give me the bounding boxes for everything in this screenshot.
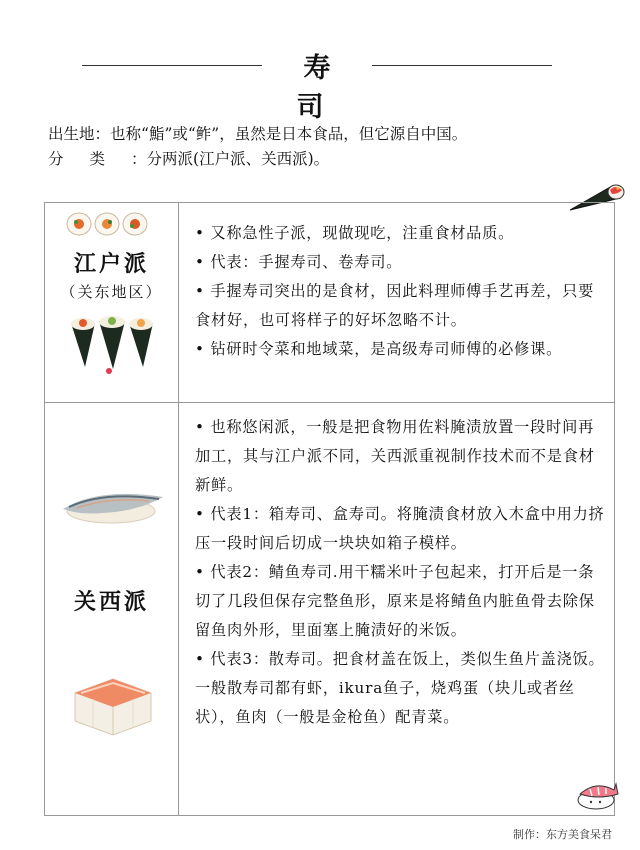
kansai-bullet-4: • 代表3：散寿司。把食材盖在饭上，类似生鱼片盖浇饭。一般散寿司都有虾，ikura鱼子，烧鸡蛋（块儿或者丝状），鱼肉（一般是金枪鱼）配青菜。 [195, 650, 605, 726]
maki-rolls-image [65, 209, 151, 237]
origin-row [48, 122, 467, 147]
edo-bullet-2: • 代表：手握寿司、卷寿司。 [195, 253, 403, 271]
edo-bullet-4: • 钻研时令菜和地域菜，是高级寿司师傅的必修课。 [195, 340, 563, 358]
kansai-bullets [195, 413, 607, 732]
title-divider-left [82, 65, 262, 66]
credit-text: 制作：东方美食呆君 [513, 828, 612, 841]
category-key: 分类： [48, 150, 173, 168]
category-text: 分两派(江户派、关西派)。 [146, 150, 330, 168]
edo-bullets [195, 219, 607, 364]
kansai-style-name: 关西派 [73, 590, 149, 615]
edo-bullet-1: • 又称急性子派，现做现吃，注重食材品质。 [195, 224, 515, 242]
edo-bullet-3: • 手握寿司突出的是食材，因此料理师傅手艺再差，只要食材好，也可将样子的好坏忽略不计。 [195, 282, 595, 329]
sushi-table [44, 202, 615, 816]
intro-section [48, 122, 467, 172]
hand-roll-cones-image [67, 315, 157, 375]
category-row [48, 147, 467, 172]
shrimp-sushi-illustration [574, 776, 620, 812]
origin-text: 也称“鮨”或“鲊”，虽然是日本食品，但它源自中国。 [110, 125, 468, 143]
edo-style-name: 江户派 [73, 252, 149, 277]
title-divider-right [372, 65, 552, 66]
kansai-bullet-1: • 也称悠闲派，一般是把食物用佐料腌渍放置一段时间再加工，其与江户派不同，关西派重视制作技术而不是食材新鲜。 [195, 418, 595, 494]
page-title: 寿 司 [296, 53, 345, 123]
edo-region: （关东地区） [60, 283, 163, 301]
origin-key: 出生地： [48, 125, 111, 143]
kansai-bullet-3: • 代表2：鲭鱼寿司.用干糯米叶子包起来，打开后是一条切了几段但保存完整鱼形，原来是将鲭鱼内脏鱼骨去除保留鱼肉外形，里面塞上腌渍好的米饭。 [195, 563, 595, 639]
column-divider [178, 203, 179, 815]
row-divider [45, 402, 614, 403]
mackerel-nigiri-image [59, 481, 169, 529]
title-row [0, 44, 640, 123]
box-sushi-image [71, 665, 155, 739]
kansai-bullet-2: • 代表1：箱寿司、盒寿司。将腌渍食材放入木盒中用力挤压一段时间后切成一块块如箱子模样。 [195, 505, 605, 552]
